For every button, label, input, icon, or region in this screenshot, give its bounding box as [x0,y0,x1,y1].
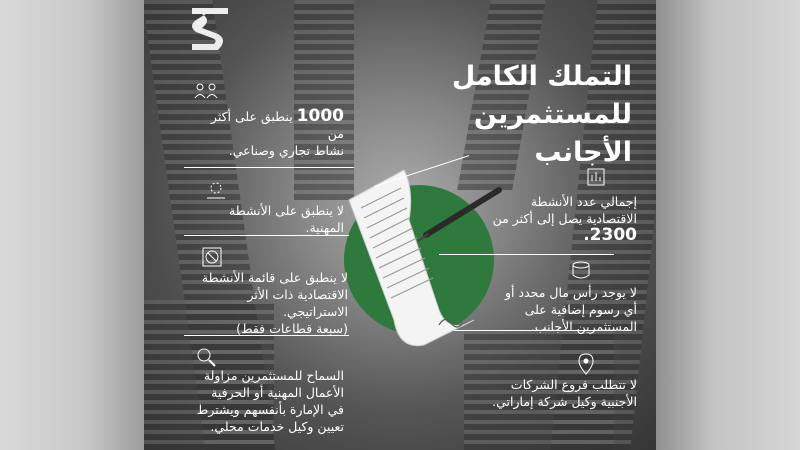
connector-line [439,254,614,255]
item-no-capital [489,258,637,335]
total-text: إجمالي عدد الأنشطة الاقتصادية يصل إلى أكثر من [492,194,637,226]
item-total-2300 [489,165,637,244]
connector-line [184,167,354,168]
item-allow-practice [194,345,344,435]
item-not-professional [204,178,344,236]
prohibited-list-icon [200,245,224,269]
not-professional-text: لا ينطبق على الأنشطة المهنية. [229,203,344,235]
person-search-icon [194,345,218,369]
total-number: 2300. [583,225,637,245]
activities-text-b: نشاط تجاري وصناعي. [228,143,344,158]
no-capital-text: لا يوجد رأس مال محدد أو أي رسوم إضافية على المستثمرين الأجانب. [505,285,637,334]
building-chart-icon [584,165,608,189]
item-activities-1000 [194,80,344,159]
infographic-poster [144,0,656,450]
title-line-1: التملك الكامل [451,61,632,92]
not-strategic-text: لا ينطبق على قائمة الأنشطة الاقتصادية ذات الأثر الاستراتيجي. [201,270,348,319]
item-not-strategic [200,245,348,337]
page-title [372,58,632,172]
not-strategic-note: (سبعة قطاعات فقط) [236,321,348,336]
no-branches-text: لا تتطلب فروع الشركات الأجنبية وكيل شركة إماراتي. [492,377,637,409]
right-blur-background [656,0,800,450]
gear-hand-icon [204,178,228,202]
left-blur-background [0,0,144,450]
coins-icon [569,258,593,282]
logo-icon [188,6,232,56]
allow-practice-text: السماح للمستثمرين مزاولة الأعمال المهنية أو الحرفية في الإمارة بأنفسهم ويشترط تعيين وكيل خدمات محلي. [196,368,344,434]
title-line-2: للمستثمرين الأجانب [473,99,632,168]
item-no-branches [489,352,637,410]
activities-number: 1000 [296,106,344,126]
people-exchange-icon [194,80,218,104]
location-pin-icon [574,352,598,376]
activities-text-a: ينطبق على أكثر من [210,109,344,141]
